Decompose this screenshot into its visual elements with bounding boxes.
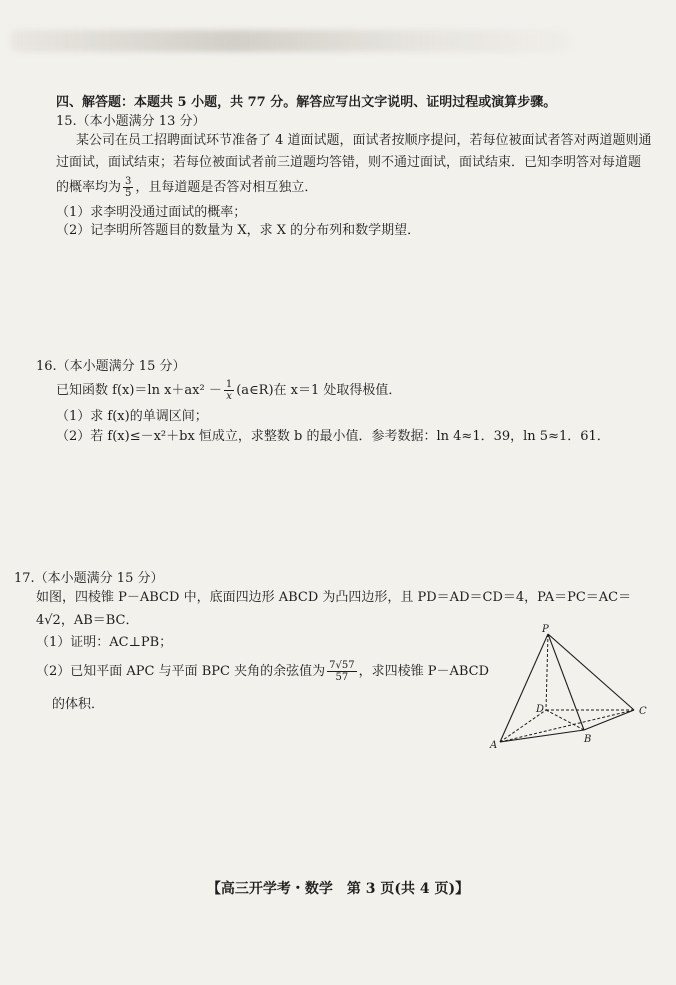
q15-frac-numerator: 3 xyxy=(125,176,132,187)
q17-part1: （1）证明：AC⊥PB； xyxy=(36,635,173,650)
q16-line1-prefix: 已知函数 f(x)＝ln x＋ax² － xyxy=(56,383,222,398)
q17-part2-suffix: ，求四棱锥 P－ABCD xyxy=(358,664,490,679)
edge-BC xyxy=(584,710,634,730)
q15-line3-suffix: ，且每道题是否答对相互独立． xyxy=(135,180,318,195)
q17-heading: 17.（本小题满分 15 分） xyxy=(14,571,164,586)
q16-fraction xyxy=(224,379,234,402)
q15-probability-fraction xyxy=(123,176,133,199)
q16-frac-numerator: 1 xyxy=(225,379,233,390)
q16-part2: （2）若 f(x)≤－x²＋bx 恒成立，求整数 b 的最小值．参考数据：ln 4≈1．39，ln 5≈1．61． xyxy=(56,429,610,444)
q16-part1: （1）求 f(x)的单调区间； xyxy=(56,409,208,424)
scan-smudge xyxy=(10,30,570,52)
label-C: C xyxy=(639,706,647,717)
edge-PD xyxy=(546,634,548,710)
q17-text-line1: 如图，四棱锥 P－ABCD 中，底面四边形 ABCD 为凸四边形，且 PD＝AD＝CD＝4，PA＝PC＝AC＝ xyxy=(36,590,632,605)
edge-AC xyxy=(500,710,634,742)
edge-AB xyxy=(500,730,584,742)
edge-PA xyxy=(500,634,548,742)
q16-line1-suffix: (a∈R)在 x＝1 处取得极值． xyxy=(236,383,402,398)
q15-text-line2: 过面试，面试结束；若每位被面试者前三道题均答错，则不通过面试，面试结束．已知李明答对每道题 xyxy=(56,155,642,170)
page-footer: 【高三开学考・数学 第 3 页(共 4 页)】 xyxy=(206,881,470,897)
q17-text-line2: 4√2，AB＝BC． xyxy=(36,613,139,628)
label-B: B xyxy=(584,734,592,745)
label-A: A xyxy=(490,740,498,751)
q17-part2-prefix: （2）已知平面 APC 与平面 BPC 夹角的余弦值为 xyxy=(36,664,326,679)
q16-frac-denominator: x xyxy=(226,391,232,402)
q17-frac-numerator: 7√57 xyxy=(329,660,355,671)
label-P: P xyxy=(542,624,549,635)
section-header: 四、解答题：本题共 5 小题，共 77 分。解答应写出文字说明、证明过程或演算步骤。 xyxy=(56,95,557,110)
q17-part2-line2: 的体积． xyxy=(52,697,105,712)
edge-PB xyxy=(548,634,584,730)
q15-line3-prefix: 的概率均为 xyxy=(56,180,122,195)
pyramid-figure xyxy=(486,624,656,754)
q15-part2: （2）记李明所答题目的数量为 X，求 X 的分布列和数学期望． xyxy=(56,223,421,238)
q15-heading: 15.（本小题满分 13 分） xyxy=(56,114,206,129)
label-D: D xyxy=(536,704,545,715)
q15-text-line3 xyxy=(56,174,317,202)
q15-frac-denominator: 5 xyxy=(125,188,132,199)
q17-frac-denominator: 57 xyxy=(335,672,349,683)
q15-part1: （1）求李明没通过面试的概率； xyxy=(56,205,247,220)
q16-text-line1 xyxy=(56,377,401,405)
q15-text-line1: 某公司在员工招聘面试环节准备了 4 道面试题，面试者按顺序提问，若每位被面试者答对两道题则通 xyxy=(76,133,652,148)
edge-PC xyxy=(548,634,634,710)
edge-DB xyxy=(546,710,584,730)
q17-part2 xyxy=(36,658,489,686)
q16-heading: 16.（本小题满分 15 分） xyxy=(36,359,186,374)
q17-cosine-fraction xyxy=(327,660,356,683)
